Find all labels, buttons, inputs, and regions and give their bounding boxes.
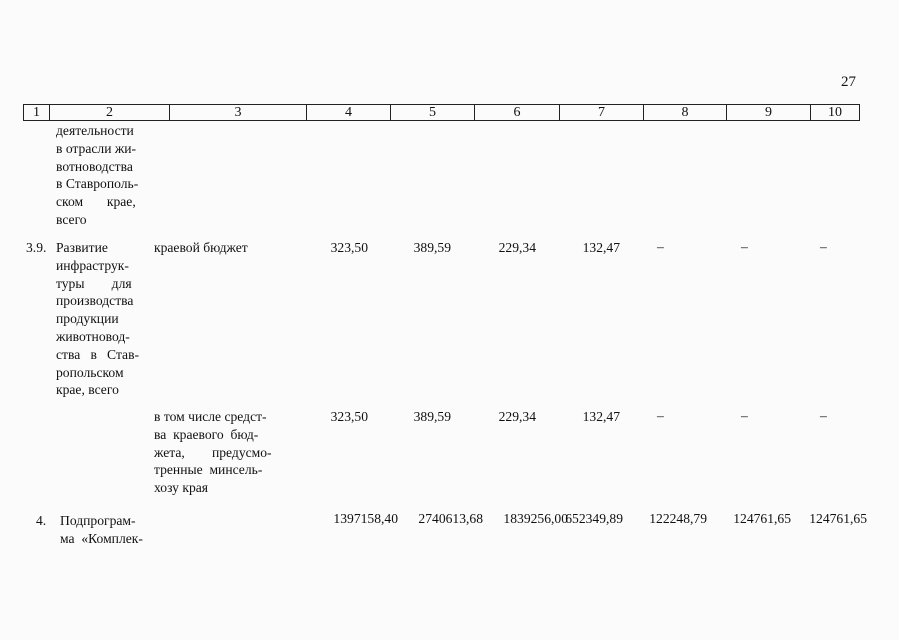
row-3-9-sub-source-line: в том числе средст-: [154, 409, 267, 424]
row-3-9-col9: –: [741, 239, 748, 254]
row-3-9-number: 3.9.: [26, 240, 47, 255]
header-col-1: 1: [24, 105, 50, 120]
row-3-9-sub-col7: 132,47: [582, 409, 620, 424]
continuation-line: ском крае,: [56, 194, 136, 210]
row-4-name: [60, 512, 152, 548]
header-col-10: 10: [828, 105, 842, 120]
row-3-9-col8: –: [657, 239, 664, 254]
row-3-9-col7: 132,47: [582, 240, 620, 255]
row-3-9-sub-source-line: жета, предусмо-: [154, 444, 272, 460]
header-col-8: 8: [644, 105, 727, 120]
row-3-9-name-line: животновод-: [56, 328, 130, 344]
row-4-col5: 2740613,68: [418, 511, 483, 526]
row-3-9-sub-source-line: ва краевого бюд-: [154, 426, 259, 442]
row-3-9-sub-source: [154, 408, 282, 497]
row-4-col7: 652349,89: [565, 511, 623, 526]
header-col-2: 2: [50, 105, 170, 120]
page-number: 27: [841, 74, 856, 90]
row-3-9-name: [56, 239, 148, 399]
header-col-4: 4: [307, 105, 391, 120]
row-3-9-col6: 229,34: [498, 240, 536, 255]
row-3-9-sub-col4: 323,50: [330, 409, 368, 424]
header-col-6: 6: [475, 105, 560, 120]
row-4-name-line: ма «Комплек-: [60, 530, 143, 546]
header-col-5: 5: [391, 105, 475, 120]
row-3-9-col5: 389,59: [413, 240, 451, 255]
row-4-number: 4.: [36, 513, 47, 528]
row-3-9-sub-source-line: хозу края: [154, 480, 209, 496]
row-3-9-name-line: ства в Став-: [56, 346, 140, 362]
row-3-9-col4: 323,50: [330, 240, 368, 255]
row-3-9-name-line: Развитие: [56, 240, 108, 255]
continuation-line: вотноводства: [56, 158, 133, 174]
row-3-9-sub-col9: –: [741, 408, 748, 423]
row-3-9-name-line: ропольском: [56, 364, 124, 380]
continuation-line: всего: [56, 211, 87, 227]
row-3-9-col10: –: [820, 239, 827, 254]
header-col-9: 9: [727, 105, 811, 120]
continuation-line: деятельности: [56, 123, 134, 138]
row-3-9-source: краевой бюджет: [154, 240, 248, 255]
continuation-line: в Ставрополь-: [56, 176, 139, 192]
row-3-9-name-line: продукции: [56, 311, 119, 327]
row-3-9-sub-col10: –: [820, 408, 827, 423]
row-3-9-name-line: инфраструк-: [56, 257, 129, 273]
row-4-name-line: Подпрограм-: [60, 513, 136, 528]
row-4-col9: 124761,65: [733, 511, 791, 526]
row-3-9-name-line: туры для: [56, 275, 132, 291]
row-3-9-name-line: производства: [56, 293, 134, 309]
row-3-9-sub-source-line: тренные минсель-: [154, 462, 263, 478]
continuation-line: в отрасли жи-: [56, 140, 137, 156]
row-4-col4: 1397158,40: [333, 511, 398, 526]
row-4-col10: 124761,65: [809, 511, 867, 526]
continuation-name: [56, 122, 148, 229]
header-col-7: 7: [560, 105, 644, 120]
row-3-9-sub-col6: 229,34: [498, 409, 536, 424]
header-col-3: 3: [170, 105, 307, 120]
row-3-9-sub-col8: –: [657, 408, 664, 423]
row-4-col8: 122248,79: [649, 511, 707, 526]
table-header-row: [23, 104, 860, 121]
row-3-9-sub-col5: 389,59: [413, 409, 451, 424]
row-4-col6: 1839256,00: [503, 511, 568, 526]
row-3-9-name-line: крае, всего: [56, 382, 119, 398]
